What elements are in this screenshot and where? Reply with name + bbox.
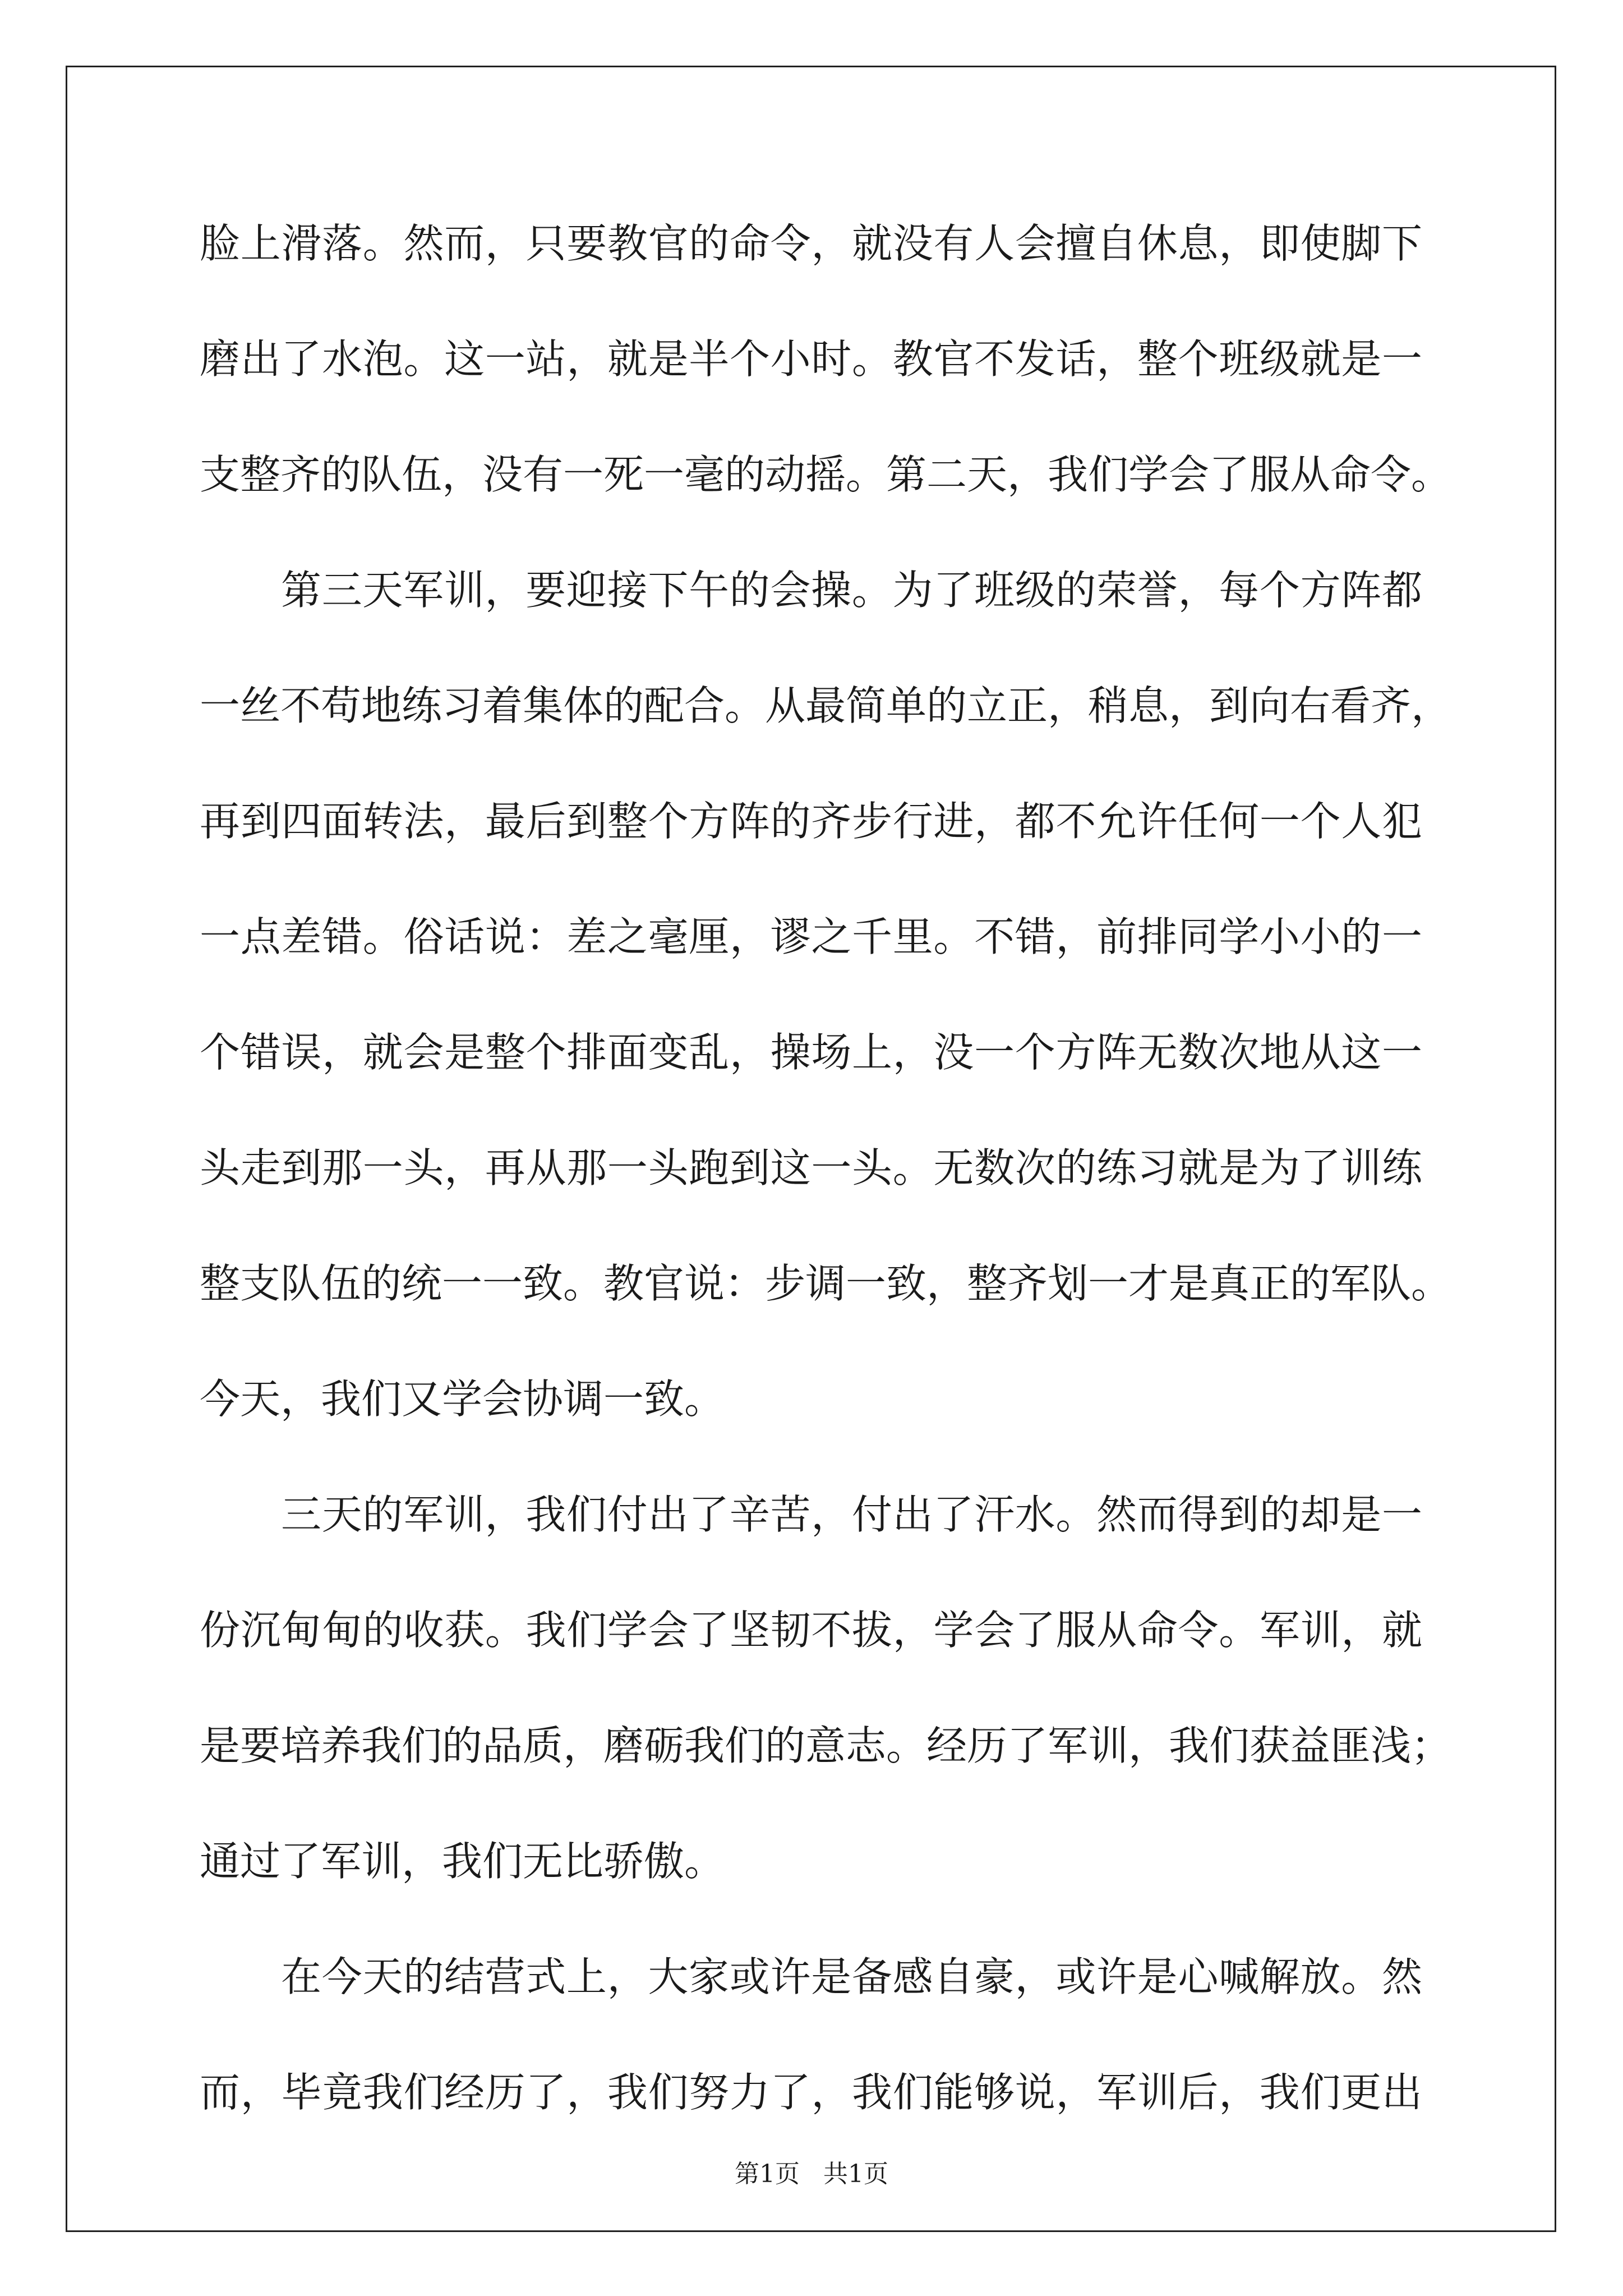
text-line-2: 磨出了水泡。这一站，就是半个小时。教官不发话，整个班级就是一	[200, 335, 1422, 383]
page-number: 第1页	[735, 2160, 800, 2188]
page-footer	[0, 2157, 1623, 2191]
text-line-4: 第三天军训，要迎接下午的会操。为了班级的荣誉，每个方阵都	[281, 567, 1422, 614]
text-line-13: 份沉甸甸的收获。我们学会了坚韧不拔，学会了服从命令。军训，就	[200, 1607, 1422, 1654]
text-line-17: 而，毕竟我们经历了，我们努力了，我们能够说，军训后，我们更出	[200, 2069, 1422, 2116]
text-line-5: 一丝不苟地练习着集体的配合。从最简单的立正，稍息，到向右看齐，	[200, 682, 1452, 729]
text-line-9: 头走到那一头，再从那一头跑到这一头。无数次的练习就是为了训练	[200, 1144, 1422, 1191]
text-line-15: 通过了军训，我们无比骄傲。	[200, 1838, 725, 1885]
text-line-1: 脸上滑落。然而，只要教官的命令，就没有人会擅自休息，即使脚下	[200, 220, 1422, 267]
text-line-6: 再到四面转法，最后到整个方阵的齐步行进，都不允许任何一个人犯	[200, 798, 1422, 845]
text-line-10: 整支队伍的统一一致。教官说：步调一致，整齐划一才是真正的军队。	[200, 1260, 1452, 1307]
page-total: 共1页	[823, 2160, 888, 2188]
text-line-12: 三天的军训，我们付出了辛苦，付出了汗水。然而得到的却是一	[281, 1491, 1422, 1538]
text-line-3: 支整齐的队伍，没有一死一毫的动摇。第二天，我们学会了服从命令。	[200, 451, 1452, 498]
text-line-11: 今天，我们又学会协调一致。	[200, 1375, 725, 1423]
text-line-7: 一点差错。俗话说：差之毫厘，谬之千里。不错，前排同学小小的一	[200, 913, 1422, 960]
text-line-16: 在今天的结营式上，大家或许是备感自豪，或许是心喊解放。然	[281, 1953, 1422, 2000]
text-line-14: 是要培养我们的品质，磨砺我们的意志。经历了军训，我们获益匪浅；	[200, 1722, 1452, 1769]
text-line-8: 个错误，就会是整个排面变乱，操场上，没一个方阵无数次地从这一	[200, 1029, 1422, 1076]
